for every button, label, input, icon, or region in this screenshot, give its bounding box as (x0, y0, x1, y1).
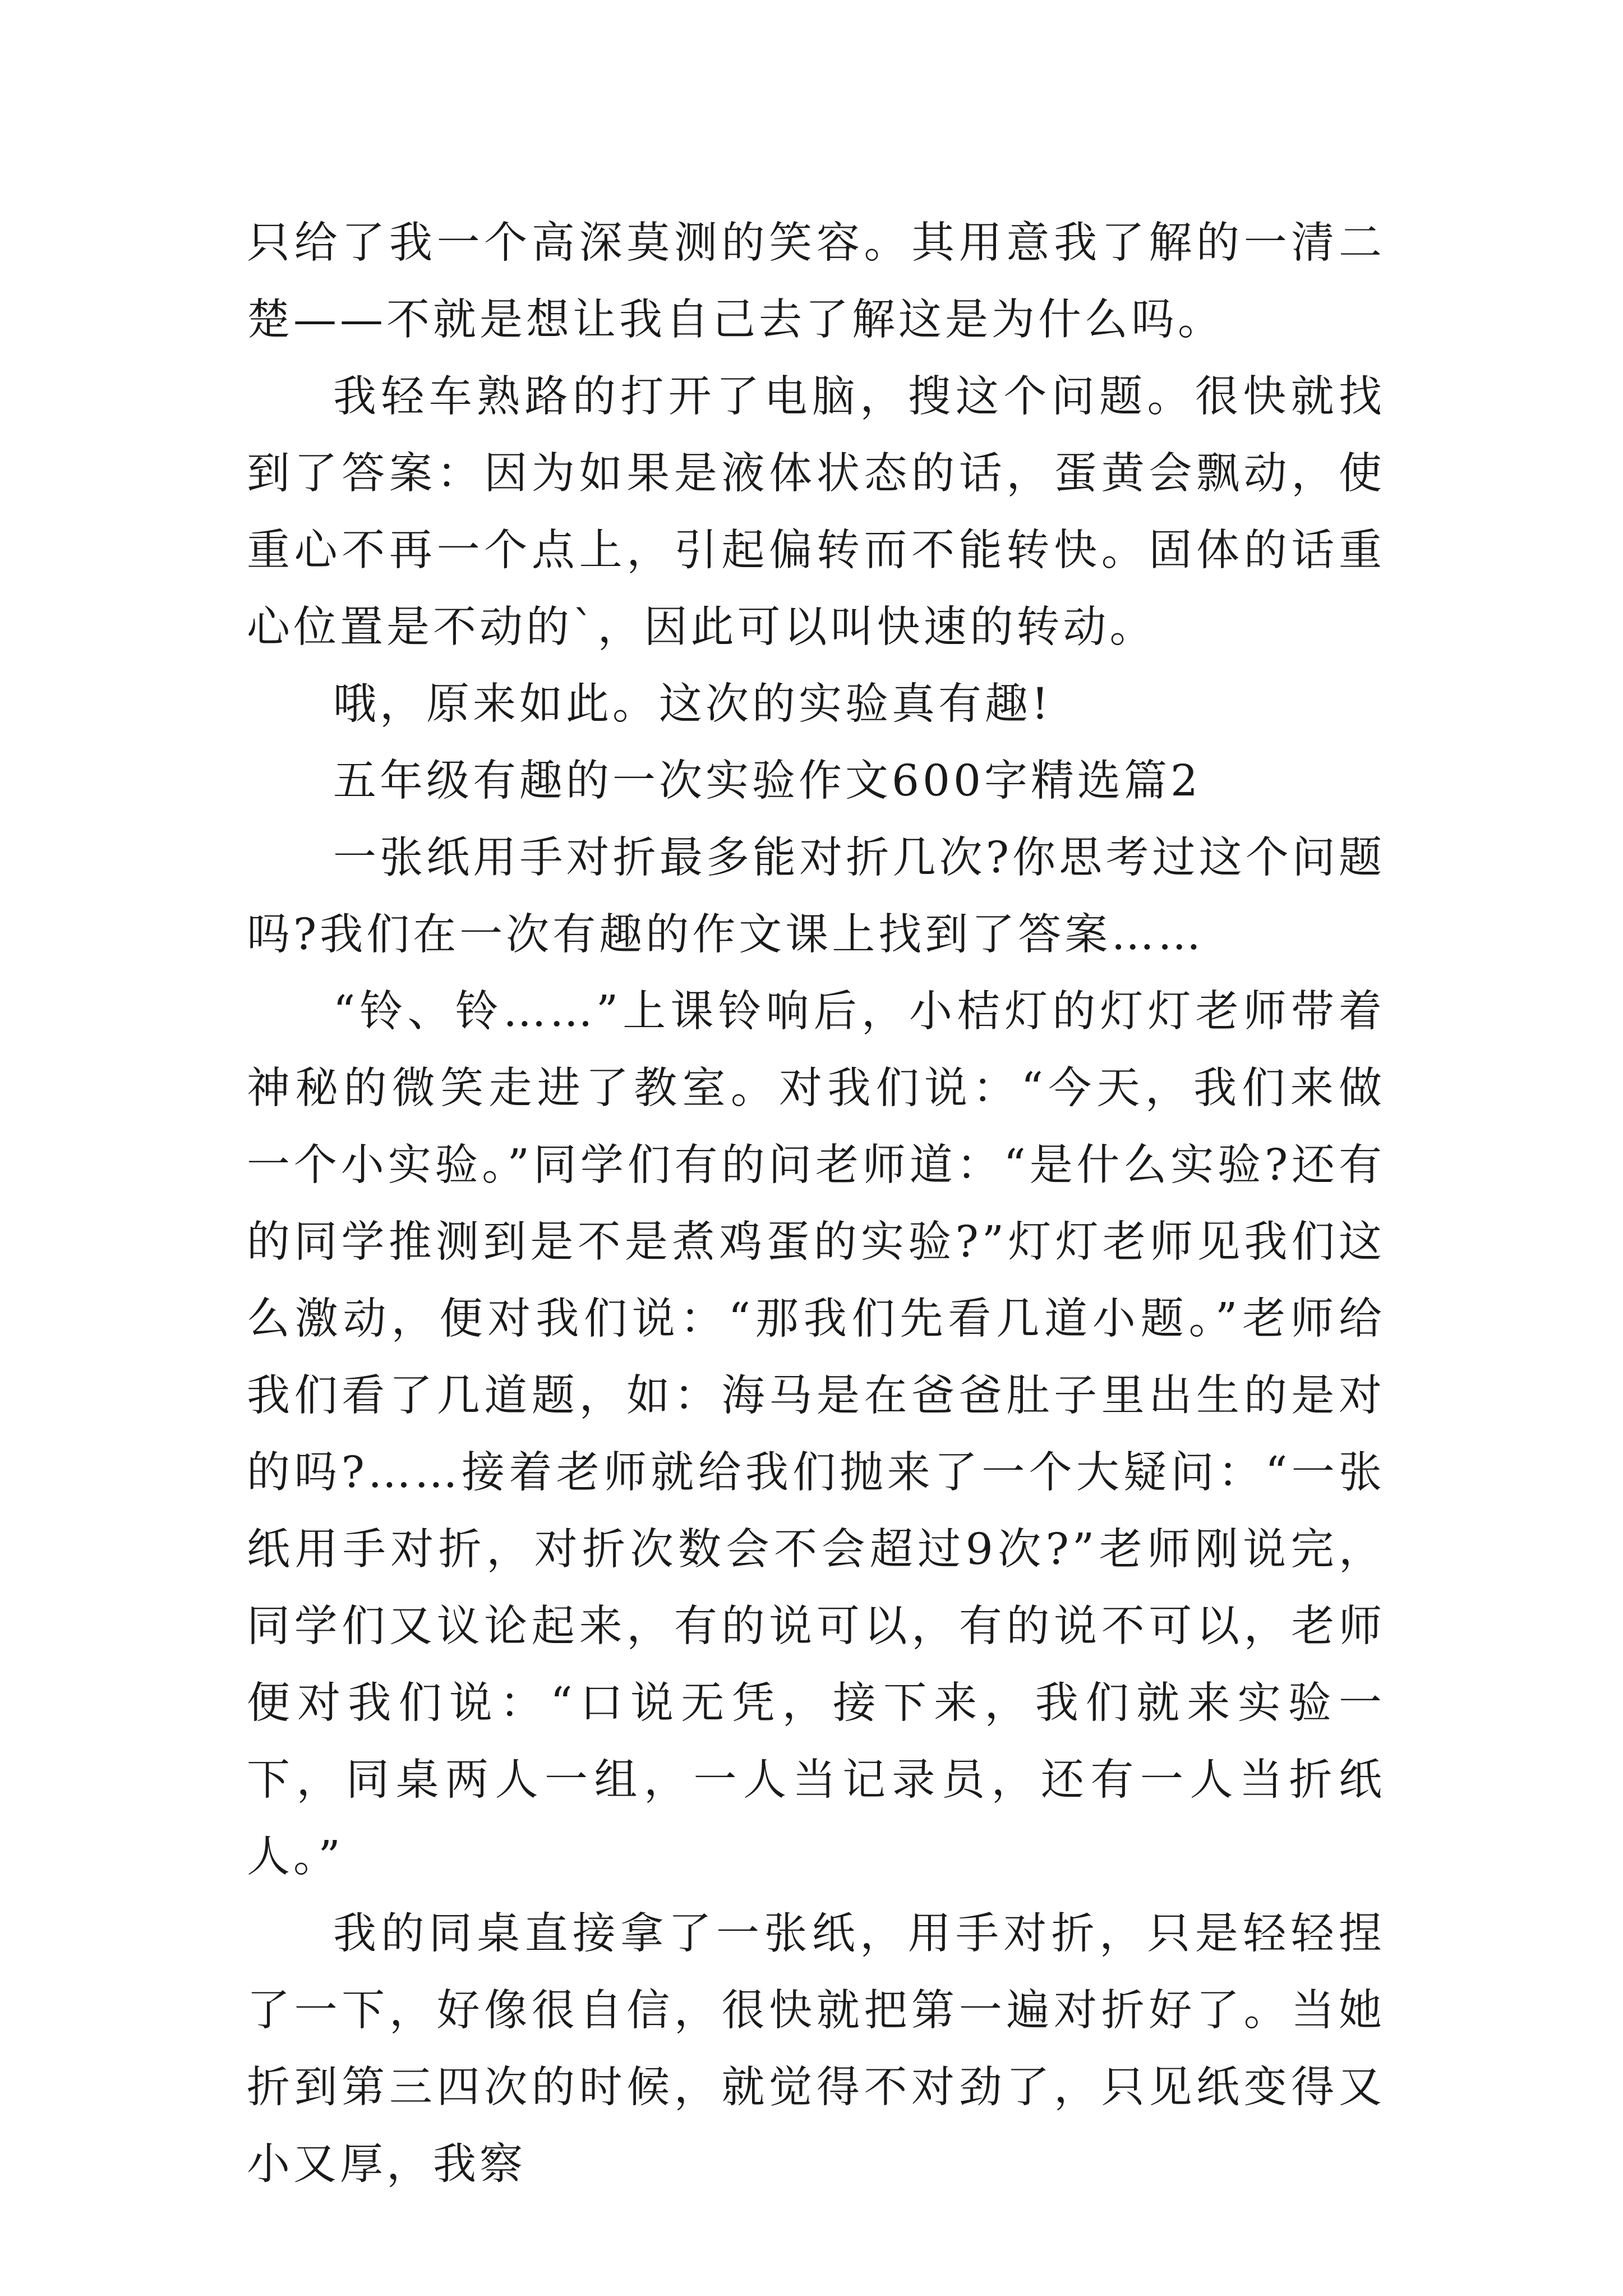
section-heading: 五年级有趣的一次实验作文600字精选篇2 (333, 756, 1201, 806)
paragraph-5: “铃、铃……”上课铃响后，小桔灯的灯灯老师带着神秘的微笑走进了教室。对我们说：“今天，我们来做一个小实验。”同学们有的问老师道：“是什么实验?还有的同学推测到是不是煮鸡蛋的实验?”灯灯老师见我们这么激动，便对我们说：“那我们先看几道小题。”老师给我们看了几道题，如：海马是在爸爸肚子里出生的是对的吗?……接着老师就给我们抛来了一个大疑问：“一张纸用手对折，对折次数会不会超过9次?”老师刚说完，同学们又议论起来，有的说可以，有的说不可以，老师便对我们说：“口说无凭，接下来，我们就来实验一下，同桌两人一组，一人当记录员，还有一人当折纸人。” (247, 987, 1385, 1882)
paragraph-3: 哦，原来如此。这次的实验真有趣! (333, 679, 1052, 729)
paragraph-1: 只给了我一个高深莫测的笑容。其用意我了解的一清二楚——不就是想让我自己去了解这是为什么吗。 (247, 218, 1385, 345)
paragraph-6: 我的同桌直接拿了一张纸，用手对折，只是轻轻捏了一下，好像很自信，很快就把第一遍对折好了。当她折到第三四次的时候，就觉得不对劲了，只见纸变得又小又厚，我察 (247, 1909, 1385, 2189)
body-text (247, 205, 1385, 2203)
paragraph-4: 一张纸用手对折最多能对折几次?你思考过这个问题吗?我们在一次有趣的作文课上找到了答案…… (247, 833, 1385, 960)
paragraph-2: 我轻车熟路的打开了电脑，搜这个问题。很快就找到了答案：因为如果是液体状态的话，蛋黄会飘动，使重心不再一个点上，引起偏转而不能转快。固体的话重心位置是不动的`，因此可以叫快速的转动。 (247, 372, 1385, 652)
